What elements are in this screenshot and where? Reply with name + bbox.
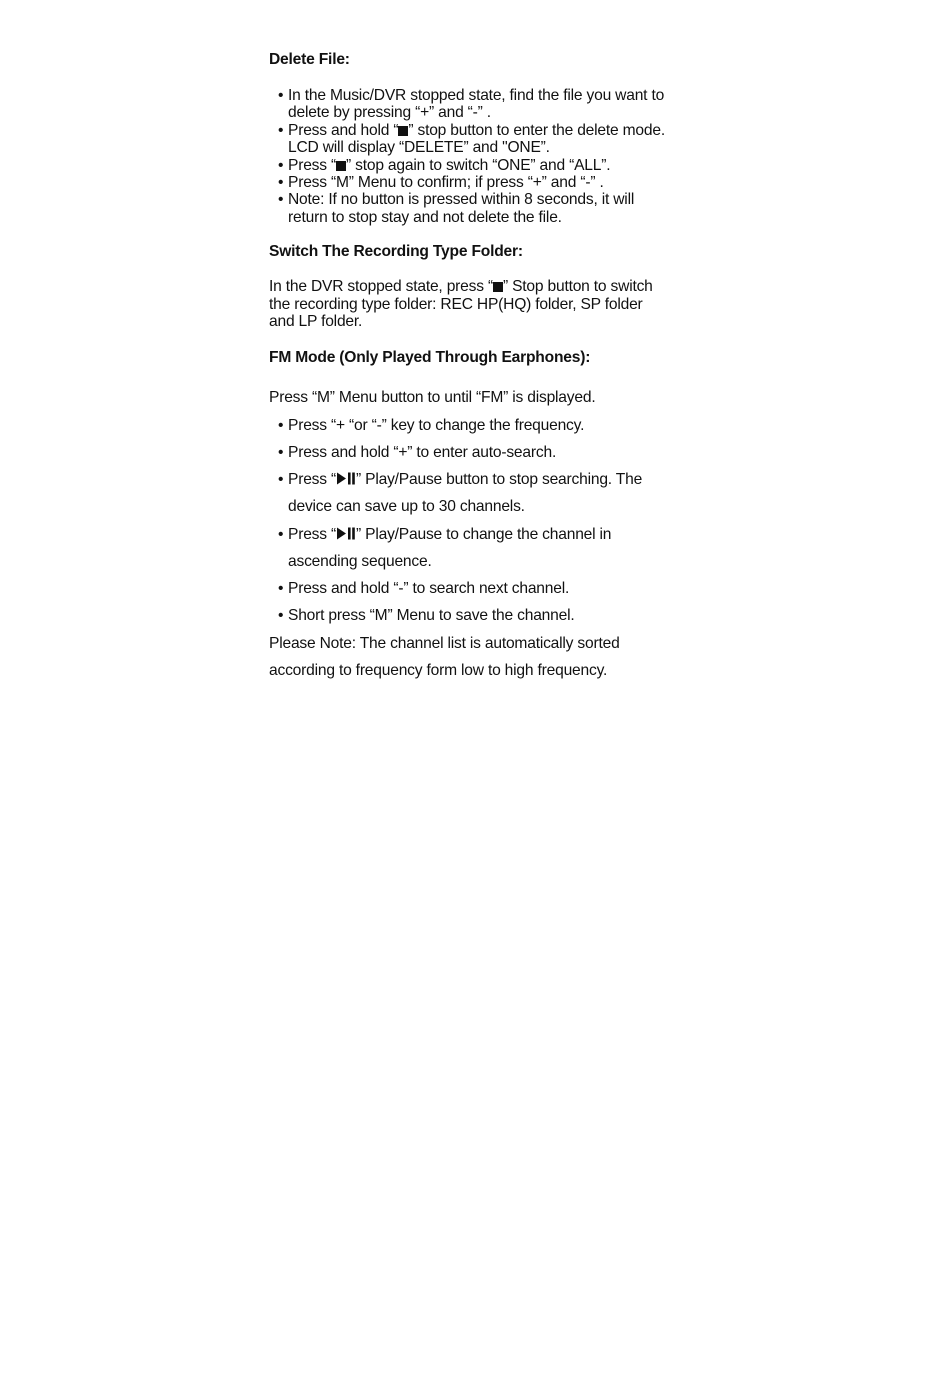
list-item (269, 191, 669, 226)
list-item (269, 575, 669, 602)
list-item (269, 602, 669, 629)
list-item (269, 439, 669, 466)
list-item-text: Press and hold “ (288, 121, 399, 139)
play-pause-icon (336, 472, 356, 485)
list-item-text: Press and hold “-” to search next channel. (288, 580, 570, 598)
paragraph-text: ” Stop button to switch the recording type folder: REC HP(HQ) folder, SP folder and LP folder. (269, 278, 653, 331)
stop-square-icon (493, 282, 503, 292)
fm-note: Please Note: The channel list is automatically sorted according to frequency form low to high frequency. (269, 634, 620, 679)
list-item-text: Press “M” Menu to confirm; if press “+” and “-” . (288, 174, 604, 192)
list-item (269, 174, 669, 191)
stop-square-icon (336, 161, 346, 171)
list-item-text: Press “ (288, 156, 336, 174)
list-item-text: In the Music/DVR stopped state, find the file you want to delete by pressing “+” and “-” . (288, 87, 665, 122)
delete-file-heading: Delete File: (269, 51, 350, 68)
fm-intro-text: Press “M” Menu button to until “FM” is displayed. (269, 389, 596, 407)
list-item-text: Short press “M” Menu to save the channel. (288, 607, 575, 625)
stop-square-icon (398, 126, 408, 136)
list-item (269, 466, 669, 520)
list-item-text: ” stop again to switch “ONE” and “ALL”. (346, 156, 611, 174)
list-item (269, 412, 669, 439)
paragraph-text: In the DVR stopped state, press “ (269, 278, 493, 296)
list-item (269, 157, 669, 174)
manual-page (269, 48, 669, 684)
switch-folder-paragraph (269, 278, 669, 330)
list-item (269, 122, 669, 157)
list-item-text: ” stop button to enter the delete mode. LCD will display “DELETE” and "ONE”. (288, 121, 665, 157)
list-item (269, 87, 669, 122)
fm-mode-heading: FM Mode (Only Played Through Earphones): (269, 349, 591, 367)
list-item-text: Press “ (288, 525, 336, 543)
switch-folder-heading: Switch The Recording Type Folder: (269, 243, 523, 261)
list-item-text: Press and hold “+” to enter auto-search. (288, 444, 557, 462)
list-item (269, 521, 669, 575)
list-item-text: Note: If no button is pressed within 8 seconds, it will return to stop stay and not delete the file. (288, 191, 635, 226)
fm-mode-steps (269, 412, 669, 630)
list-item-text: Press “ (288, 471, 336, 489)
list-item-text: ” Play/Pause to change the channel in ascending sequence. (288, 525, 612, 570)
list-item-text: ” Play/Pause button to stop searching. The device can save up to 30 channels. (288, 471, 643, 516)
list-item-text: Press “+ “or “-” key to change the frequency. (288, 416, 585, 434)
play-pause-icon (336, 527, 356, 540)
delete-file-steps (269, 87, 669, 226)
